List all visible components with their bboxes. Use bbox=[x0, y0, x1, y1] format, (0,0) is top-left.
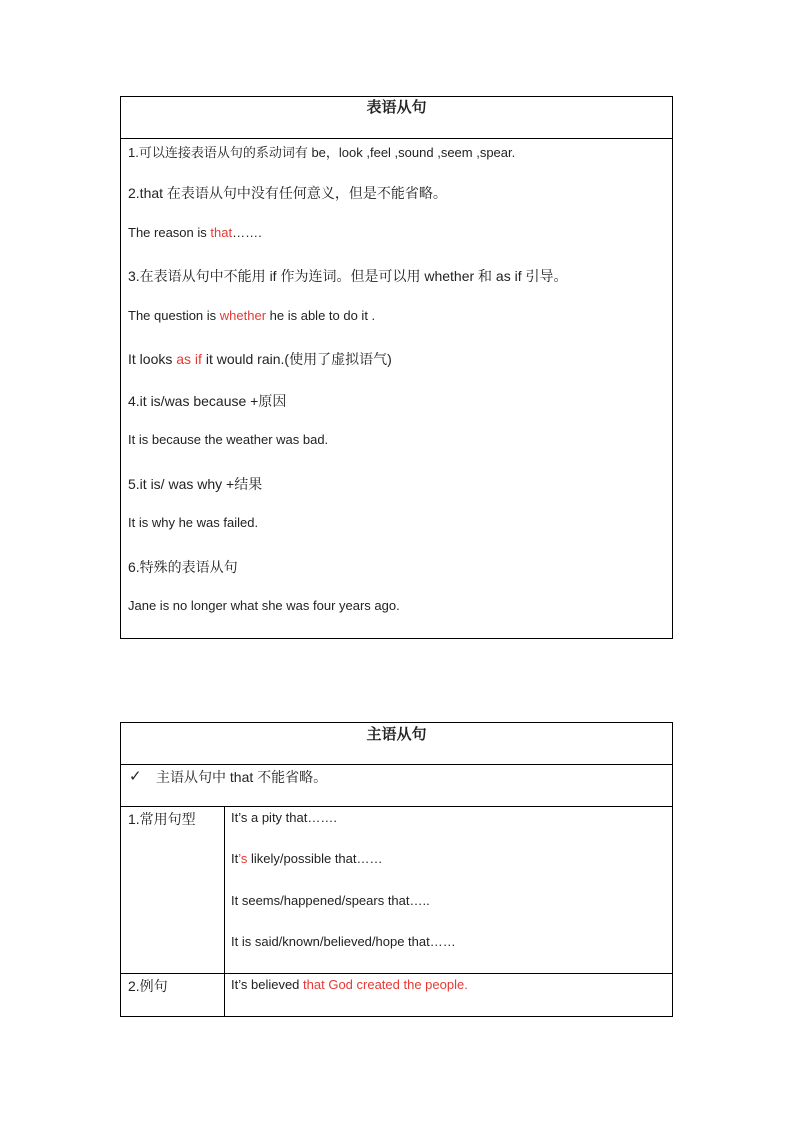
label-cell bbox=[121, 974, 225, 1016]
text-line bbox=[231, 977, 468, 992]
text-segment: 1.可以连接表语从句的系动词有 be，look ,feel ,sound ,seem ,spear. bbox=[128, 145, 516, 160]
text-segment: 6.特殊的表语从句 bbox=[128, 559, 238, 575]
text-segment: It is said/known/believed/hope that…… bbox=[231, 934, 456, 949]
text-segment: 4.it is/was because +原因 bbox=[128, 393, 287, 409]
text-line bbox=[128, 515, 258, 530]
highlight-text: ’s bbox=[238, 851, 248, 866]
text-segment: likely/possible that…… bbox=[247, 851, 383, 866]
table-predicative-clause bbox=[120, 96, 673, 639]
text-line bbox=[128, 557, 238, 577]
text-line bbox=[231, 851, 383, 866]
text-segment: It is why he was failed. bbox=[128, 515, 259, 530]
patterns-cell bbox=[225, 807, 672, 973]
text-segment: The question is bbox=[128, 308, 220, 323]
text-line bbox=[231, 810, 337, 825]
note-row bbox=[121, 765, 672, 807]
text-line bbox=[231, 893, 430, 908]
row-label: 2.例句 bbox=[128, 978, 168, 994]
text-line bbox=[128, 266, 568, 286]
text-segment: It’s believed bbox=[231, 977, 304, 992]
table-subject-clause bbox=[120, 722, 673, 1017]
text-line bbox=[231, 934, 456, 949]
text-segment: It is because the weather was bad. bbox=[128, 432, 329, 447]
text-segment: The reason is bbox=[128, 225, 211, 240]
table-title: 主语从句 bbox=[121, 723, 672, 765]
text-segment: 5.it is/ was why +结果 bbox=[128, 476, 263, 492]
text-segment: ……. bbox=[232, 225, 262, 240]
note-text: 主语从句中 that 不能省略。 bbox=[156, 769, 328, 785]
text-segment: it would rain.(使用了虚拟语气) bbox=[201, 351, 392, 367]
text-line bbox=[128, 432, 328, 447]
text-segment: It’s a pity that……. bbox=[231, 810, 337, 825]
text-line bbox=[128, 225, 262, 240]
text-line bbox=[128, 142, 515, 161]
text-segment: 2.that 在表语从句中没有任何意义，但是不能省略。 bbox=[128, 185, 447, 201]
highlight-text: that bbox=[210, 225, 233, 240]
text-line bbox=[128, 349, 392, 369]
text-segment: It seems/happened/spears that….. bbox=[231, 893, 430, 908]
text-segment: It looks bbox=[128, 351, 177, 367]
example-row bbox=[121, 974, 672, 1016]
highlight-text: as if bbox=[176, 351, 202, 367]
text-segment: he is able to do it . bbox=[266, 308, 376, 323]
check-icon: ✓ bbox=[129, 768, 142, 785]
text-segment: It bbox=[231, 851, 239, 866]
example-cell bbox=[225, 974, 672, 1016]
row-label: 1.常用句型 bbox=[128, 811, 196, 827]
label-cell bbox=[121, 807, 225, 973]
table-title: 表语从句 bbox=[121, 97, 672, 139]
highlight-text: that God created the people. bbox=[303, 977, 468, 992]
highlight-text: whether bbox=[219, 308, 267, 323]
text-segment: 3.在表语从句中不能用 if 作为连词。但是可以用 whether 和 as if 引导。 bbox=[128, 268, 568, 284]
text-line bbox=[128, 308, 375, 323]
text-segment: Jane is no longer what she was four years ago. bbox=[128, 598, 400, 613]
text-line bbox=[128, 598, 400, 613]
text-line bbox=[128, 391, 286, 411]
text-line bbox=[128, 183, 447, 203]
text-line bbox=[128, 474, 262, 494]
patterns-row bbox=[121, 807, 672, 974]
